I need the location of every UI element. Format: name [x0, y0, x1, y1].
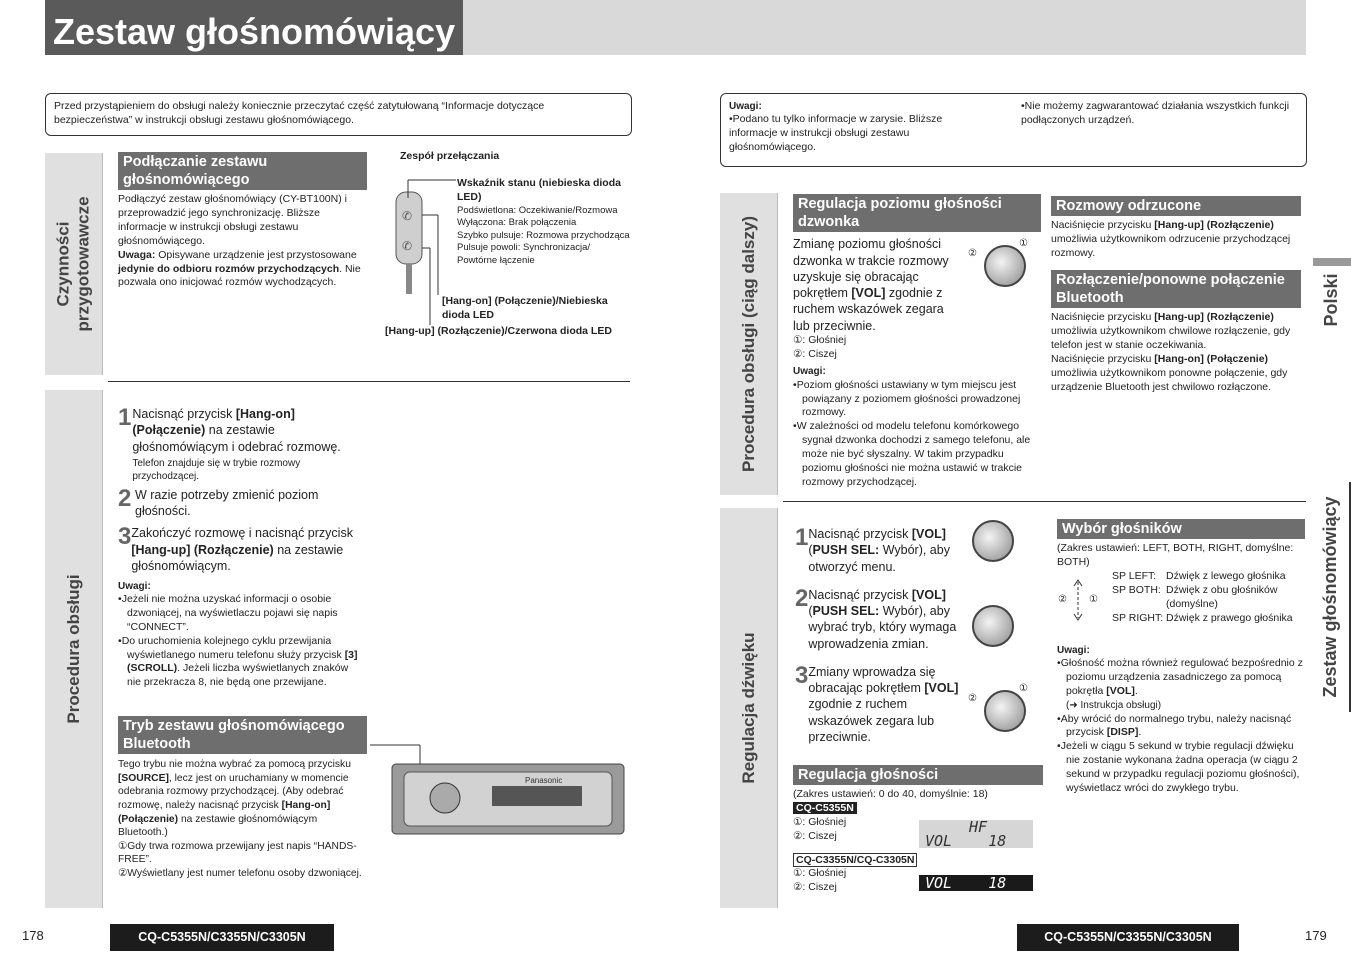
- bt-t4: [Hang-on] (Połączenie): [118, 799, 331, 825]
- lcd-display-2: VOL 18: [919, 875, 1033, 891]
- sound-steps: [795, 526, 960, 745]
- step1-note: Telefon znajduje się w trybie rozmowy przychodzącej.: [132, 457, 301, 482]
- page-number-left: 178: [22, 928, 44, 943]
- unit-display: [492, 786, 582, 806]
- volume-heading: Regulacja głośności: [793, 765, 1043, 785]
- note-bold: [VOL]: [1106, 684, 1135, 697]
- lcd-line1: HF: [968, 818, 987, 836]
- bt-t2: [SOURCE]: [118, 772, 169, 784]
- tab-operation: [45, 390, 103, 908]
- lang-label: Polski: [1321, 273, 1342, 327]
- s2d: PUSH SEL:: [812, 604, 880, 618]
- model-tag-c3355n: CQ-C3355N/CQ-C3305N: [793, 853, 917, 867]
- note-text: Poziom głośności ustawiany w tym miejscu jest powiązany z poziomem głośności prowadzonej rozmowy.: [796, 378, 1021, 419]
- speaker-key: SP BOTH:: [1112, 583, 1161, 596]
- note-item: •Poziom głośności ustawiany w tym miejscu jest powiązany z poziomem głośności prowadzonej rozmowy.: [793, 378, 1021, 419]
- ring-section: [793, 194, 1041, 490]
- vol-knob-icon: [984, 690, 1026, 732]
- note-item: •Głośność można również regulować bezpośrednio z poziomu urządzenia zasadniczego za pomocą pokrętła [VOL]. (➜ Instrukcja obsługi): [1057, 657, 1303, 711]
- switch-cable: [406, 264, 412, 294]
- note-item: •Jeżeli w ciągu 5 sekund w trybie regulacji dźwięku nie zostanie wykonana żadna operacja (w ciągu 2 sekund w przypadku regulacji poziomu głośności), wyświetlacz wróci do zwykłego trybu.: [1057, 740, 1300, 794]
- s3c: zgodnie z ruchem wskazówek zegara lub przeciwnie.: [808, 697, 935, 744]
- tab-sound: [720, 508, 778, 908]
- speaker-key: SP LEFT:: [1112, 570, 1157, 582]
- speaker-table: [1112, 570, 1308, 625]
- s1c: (: [808, 543, 813, 558]
- s1a: Nacisnąć przycisk: [808, 527, 912, 541]
- bt-t5: na zestawie głośnomówiącym Bluetooth.): [118, 813, 318, 839]
- brand-logo: Panasonic: [525, 776, 563, 785]
- speaker-value: Dźwięk z lewego głośnika: [1166, 570, 1286, 582]
- sound-step-3: 3 Zmiany wprowadza się obracając pokrętłem [VOL] zgodnie z ruchem wskazówek zegara lub przeciwnie.: [795, 661, 959, 744]
- hang-on-icon: ✆: [402, 209, 413, 223]
- intro-note: Przed przystąpieniem do obsługi należy koniecznie przeczytać część zatytułowaną “Informacje dotyczące bezpieczeństwa” w instrukcji obsługi zestawu głośnomówiącego.: [45, 93, 632, 136]
- connect-section: [118, 152, 367, 290]
- section-tab: [1313, 482, 1351, 712]
- connect-heading: Podłączanie zestawu głośnomówiącego: [118, 152, 367, 190]
- led-state: Pulsuje powoli: Synchronizacja/ Powtórne łączenie: [457, 242, 591, 266]
- lang-tab: [1313, 270, 1351, 330]
- speaker-heading: Wybór głośników: [1057, 519, 1305, 539]
- step-1: 1 Nacisnąć przycisk [Hang-on] (Połączenie) na zestawie głośnomówiącym i odebrać rozmowę. Telefon znajduje się w trybie rozmowy przychodzącej.: [118, 406, 364, 483]
- tab-prep-label: Czynności przygotowawcze: [53, 196, 93, 332]
- reconnect-heading: Rozłączenie/ponowne połączenie Bluetooth: [1051, 270, 1301, 308]
- s3a: Zmiany wprowadza się obracając pokrętłem: [808, 664, 936, 695]
- note-text: W zależności od modelu telefonu komórkowego sygnał dzwonka dochodzi z samego telefonu, ale może nie być słyszalny. W takim przypadku poziomu głośności nie można ustawić w trakcie rozmowy przychodzącej.: [796, 420, 1031, 488]
- switch-title: Zespół przełączania: [400, 150, 500, 162]
- sound-step-2: 2 Nacisnąć przycisk [VOL] (PUSH SEL: Wybór), aby wybrać tryb, który wymaga wprowadzenia zmian.: [795, 584, 957, 651]
- bt-t1: Tego trybu nie można wybrać za pomocą przycisku: [118, 759, 351, 771]
- reconnect-t3: umożliwia użytkownikom chwilowe rozłączenie, gdy telefon jest w stanie oczekiwania.: [1051, 325, 1291, 351]
- procedure-notes: [118, 593, 364, 690]
- rotate-cw-mark: ①: [1019, 238, 1028, 249]
- note-bold: [3] (SCROLL): [127, 648, 358, 675]
- tab-operation-cont-label: Procedura obsługi (ciąg dalszy): [738, 215, 758, 473]
- hangup-label: [Hang-up] (Rozłączenie)/Czerwona dioda LED: [385, 325, 612, 337]
- step-3: 3 Zakończyć rozmowę i nacisnąć przycisk [Hang-up] (Rozłączenie) na zestawie głośnomówiącym.: [118, 523, 353, 573]
- push-knob-icon: [972, 520, 1014, 562]
- speaker-notes-title: Uwagi:: [1057, 645, 1090, 656]
- tab-sound-label: Regulacja dźwięku: [738, 632, 758, 784]
- speaker-value: Dźwięk z prawego głośnika: [1166, 611, 1293, 624]
- step-2: 2 W razie potrzeby zmienić poziom głośności.: [118, 487, 364, 520]
- mark-two: ②: [1058, 594, 1067, 606]
- tab-prep: [45, 153, 103, 375]
- note-text: Do uruchomienia kolejnego cyklu przewijania wyświetlanego numeru telefonu służy przycisk: [121, 634, 345, 661]
- step3-c: na zestawie głośnomówiącym.: [131, 542, 344, 573]
- speaker-notes-list: [1057, 657, 1305, 796]
- note-text: Jeżeli nie można uzyskać informacji o osobie dzwoniącej, na wyświetlaczu pojawi się napis “CONNECT”.: [121, 593, 338, 633]
- ring-notes-title: Uwagi:: [793, 366, 826, 378]
- speaker-section: [1057, 519, 1305, 570]
- ring-louder: ①: Głośniej: [793, 333, 847, 346]
- bt-t3: , lecz jest on uruchamiany w momencie odebrania rozmowy przychodzącej. (Aby odebrać rozmowę, należy nacisnąć przycisk: [118, 772, 349, 811]
- note-ref: (➜ Instrukcja obsługi): [1066, 699, 1162, 711]
- reject-t3: umożliwia użytkownikom odrzucenie przychodzącej rozmowy.: [1051, 232, 1291, 259]
- table-row: [1112, 570, 1308, 584]
- reject-section: [1051, 196, 1301, 261]
- footer-model-left: CQ-C5355N/C3355N/C3305N: [110, 924, 334, 951]
- step3-a: Zakończyć rozmowę i nacisnąć przycisk: [131, 526, 353, 541]
- volume-range: (Zakres ustawień: 0 do 40, domyślnie: 18): [793, 788, 988, 801]
- divider: [783, 501, 1306, 502]
- sound-step-1: 1 Nacisnąć przycisk [VOL] (PUSH SEL: Wybór), aby otworzyć menu.: [795, 524, 950, 574]
- volume-quieter-2: ②: Ciszej: [793, 881, 837, 894]
- page-title: Zestaw głośnomówiący: [45, 0, 463, 55]
- uwaga-label: Uwaga:: [118, 248, 156, 261]
- rotate-ccw-mark: ②: [968, 248, 977, 259]
- push-knob-icon: [972, 605, 1014, 647]
- tab-operation-label: Procedura obsługi: [63, 574, 83, 724]
- note-item: •Aby wrócić do normalnego trybu, należy nacisnąć przycisk [DISP].: [1057, 712, 1292, 739]
- led-title: Wskaźnik stanu (niebieska dioda LED): [457, 177, 621, 203]
- reconnect-t4: Naciśnięcie przycisku: [1051, 352, 1155, 365]
- notes-title: Uwagi:: [118, 581, 151, 592]
- note-item: •Jeżeli nie można uzyskać informacji o osobie dzwoniącej, na wyświetlaczu pojawi się napis “CONNECT”.: [118, 593, 338, 633]
- reconnect-section: [1051, 270, 1301, 394]
- note-text: . Jeżeli liczba wyświetlanych znaków nie przekracza 8, nie będą one przewijane.: [127, 662, 349, 689]
- volume-knob-icon: [430, 783, 460, 813]
- connect-note-b: jedynie do odbioru rozmów przychodzących: [118, 262, 340, 275]
- reconnect-t6: umożliwia użytkownikom ponowne połączenie, gdy urządzenie Bluetooth jest chwilowo rozłączone.: [1051, 366, 1288, 393]
- note-text: Aby wrócić do normalnego trybu, należy nacisnąć przycisk: [1060, 712, 1292, 739]
- note-item: •W zależności od modelu telefonu komórkowego sygnał dzwonka dochodzi z samego telefonu, ale może nie być słyszalny. W takim przypadku poziomu głośności nie można ustawić w trakcie rozmowy przychodzącej.: [793, 420, 1031, 488]
- car-unit-illustration: [370, 740, 630, 840]
- s1b: [VOL]: [911, 527, 946, 541]
- rotate-ccw-mark: ②: [968, 693, 977, 704]
- switch-body: [396, 192, 422, 264]
- lcd-display-1: [919, 820, 1033, 848]
- s2a: Nacisnąć przycisk: [808, 587, 912, 602]
- reconnect-text: [1051, 311, 1301, 353]
- footer-model-right: CQ-C5355N/C3355N/C3305N: [1017, 924, 1239, 951]
- step1-a: Nacisnąć przycisk: [132, 407, 236, 421]
- divider: [108, 381, 630, 382]
- note-text: Jeżeli w ciągu 5 sekund w trybie regulacji dźwięku nie zostanie wykonana żadna operacja (w ciągu 2 sekund w przypadku regulacji poziomu głośności), wyświetlacz wróci do zwykłego trybu.: [1060, 740, 1300, 794]
- note-text: .: [1134, 684, 1138, 697]
- ring-text: [793, 236, 963, 334]
- step2-text: W razie potrzeby zmienić poziom głośności.: [135, 487, 319, 518]
- bt-section: [118, 716, 367, 880]
- reconnect-text2: [1051, 353, 1301, 395]
- ring-heading: Regulacja poziomu głośności dzwonka: [793, 194, 1041, 232]
- top-note-left: •Podano tu tylko informacje w zarysie. Bliższe informacje w instrukcji obsługi zestawu głośnomówiącego.: [729, 113, 943, 153]
- note-text: Głośność można również regulować bezpośrednio z poziomu urządzenia zasadniczego za pomocą pokrętła: [1060, 657, 1303, 697]
- led-state: Szybko pulsuje: Rozmowa przychodząca: [457, 229, 630, 241]
- s2e: Wybór), aby wybrać tryb, który wymaga wprowadzenia zmian.: [808, 604, 957, 651]
- section-label: Zestaw głośnomówiący: [1320, 496, 1341, 698]
- model-tag-c5355n: CQ-C5355N: [793, 802, 857, 814]
- s2b: [VOL]: [911, 587, 946, 602]
- table-row: [1112, 612, 1308, 626]
- mark-one: ①: [1088, 594, 1098, 606]
- volume-quieter: ②: Ciszej: [793, 829, 837, 842]
- bt-c1: ①Gdy trwa rozmowa przewijany jest napis “HANDS-FREE”.: [118, 840, 357, 866]
- bt-c2: ②Wyświetlany jest numer telefonu osoby dzwoniącej.: [118, 867, 362, 879]
- speaker-range: (Zakres ustawień: LEFT, BOTH, RIGHT, domyślne: BOTH): [1057, 542, 1294, 568]
- speaker-value: Dźwięk z obu głośników (domyślne): [1166, 583, 1278, 610]
- s1e: Wybór), aby otworzyć menu.: [808, 543, 950, 574]
- note-item: •Do uruchomienia kolejnego cyklu przewijania wyświetlanego numeru telefonu służy przycisk [3] (SCROLL). Jeżeli liczba wyświetlanych znaków nie przekracza 8, nie będą one przewijane.: [118, 634, 358, 689]
- ring-quieter: ②: Ciszej: [793, 347, 837, 360]
- lang-marker: [1313, 258, 1351, 266]
- ring-text-b: zgodnie z ruchem wskazówek zegara lub przeciwnie.: [793, 286, 944, 333]
- top-notes: [720, 93, 1307, 167]
- reconnect-t5: [Hang-on] (Połączenie): [1154, 352, 1269, 365]
- vol-knob-icon: [984, 245, 1026, 287]
- speaker-key: SP RIGHT:: [1112, 611, 1164, 624]
- led-states: [457, 177, 632, 267]
- step3-b: [Hang-up] (Rozłączenie): [131, 542, 274, 557]
- s3b: [VOL]: [924, 681, 959, 695]
- step1-c: na zestawie głośnomówiącym i odebrać rozmowę.: [132, 423, 341, 454]
- bt-text: [118, 758, 367, 839]
- reconnect-t1: Naciśnięcie przycisku: [1051, 311, 1155, 324]
- procedure-steps: [118, 406, 364, 690]
- step1-b: [Hang-on] (Połączenie): [132, 407, 295, 438]
- connect-text: Podłączyć zestaw głośnomówiący (CY-BT100N) i przeprowadzić jego synchronizację. Bliższe informacje w instrukcji obsługi zestawu głośnomówiącego.: [118, 193, 347, 247]
- note-text: .: [1138, 726, 1142, 739]
- connect-note: [118, 249, 367, 291]
- reject-t1: Naciśnięcie przycisku: [1051, 219, 1155, 232]
- lcd-line2: VOL 18: [925, 832, 1007, 850]
- volume-louder: ①: Głośniej: [793, 815, 847, 828]
- led-state: Podświetlona: Oczekiwanie/Rozmowa: [457, 204, 618, 216]
- connect-note-c: . Nie pozwala ono inicjować rozmów wychodzących.: [118, 262, 361, 289]
- ring-notes: [793, 379, 1041, 490]
- s2c: (: [808, 604, 813, 618]
- up-down-arrow-icon: [1067, 578, 1089, 622]
- speaker-notes: [1057, 644, 1305, 796]
- note-bold: [DISP]: [1106, 726, 1139, 739]
- hangon-label: [Hang-on] (Połączenie)/Niebieska dioda LED: [442, 295, 608, 321]
- reconnect-t2: [Hang-up] (Rozłączenie): [1154, 311, 1274, 324]
- led-state: Wyłączona: Brak połączenia: [457, 217, 577, 229]
- volume-louder-2: ①: Głośniej: [793, 867, 847, 880]
- reject-text: [1051, 219, 1301, 261]
- ring-text-a: Zmianę poziomu głośności dzwonka w trakcie rozmowy uzyskuje się obracając pokrętłem: [793, 237, 949, 300]
- table-row: [1112, 584, 1308, 612]
- speaker-selector-graphic: [1058, 578, 1098, 622]
- tab-operation-cont: [720, 193, 778, 495]
- connect-note-a: Opisywane urządzenie jest przystosowane: [155, 248, 357, 261]
- reject-t2: [Hang-up] (Rozłączenie): [1154, 219, 1274, 232]
- top-notes-title: Uwagi:: [729, 101, 762, 112]
- top-note-right: •Nie możemy zagwarantować działania wszystkich funkcji podłączonych urządzeń.: [1021, 100, 1290, 126]
- rotate-cw-mark: ①: [1019, 683, 1028, 694]
- bt-heading: Tryb zestawu głośnomówiącego Bluetooth: [118, 716, 367, 754]
- ring-vol: [VOL]: [851, 286, 886, 300]
- page-number-right: 179: [1305, 928, 1327, 943]
- reject-heading: Rozmowy odrzucone: [1051, 196, 1301, 216]
- s1d: PUSH SEL:: [812, 543, 880, 558]
- hang-up-icon: ✆: [402, 239, 413, 253]
